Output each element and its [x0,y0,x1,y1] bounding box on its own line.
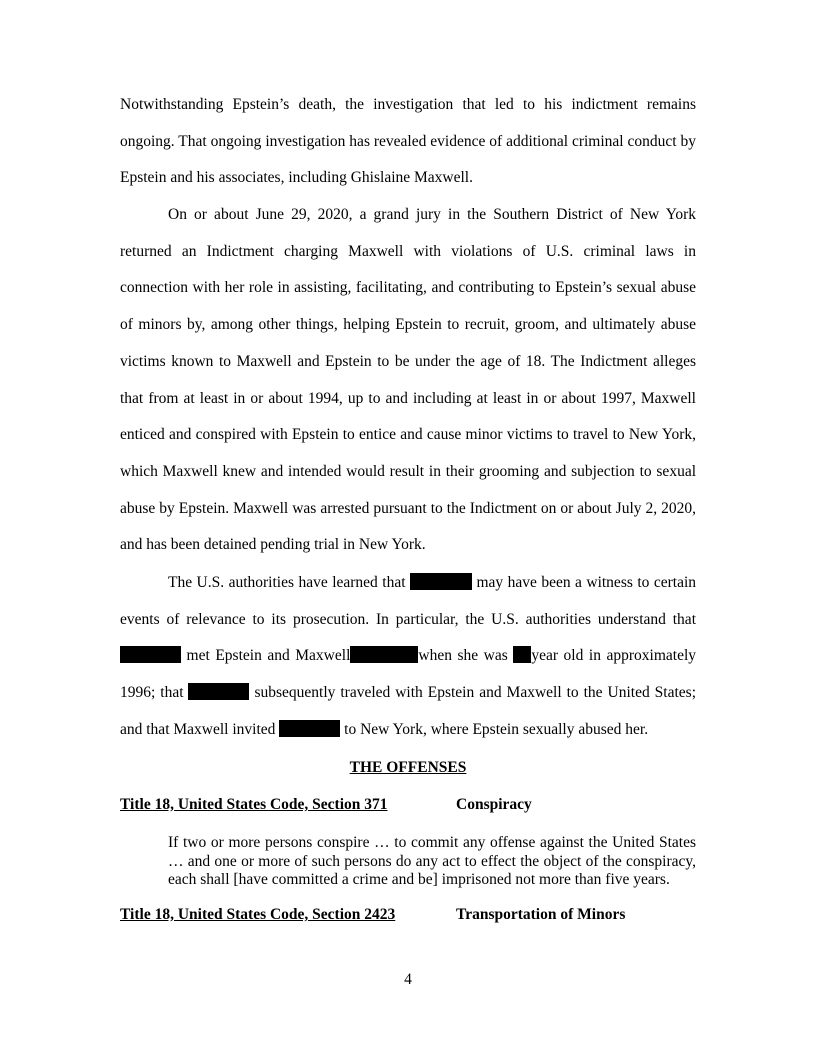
paragraph-investigation: Notwithstanding Epstein’s death, the investigation that led to his indictment remains ongoing. That ongoing investigation has revealed evidence of additional criminal conduct by Epstein and his associates, including Ghislaine Maxwell. [120,96,696,187]
paragraph-segment: may have been a witness to certain events of relevance to its prosecution. In particular, the U.S. authorities understand that [120,574,697,628]
redaction-block [279,720,340,737]
paragraph-segment: when she was [418,647,508,665]
statute-title: Title 18, United States Code, Section 2423 [120,906,396,923]
paragraph-witness [120,565,696,749]
paragraph-segment: subsequently traveled with Epstein and Maxwell to the United States; and that Maxwell invited [120,684,696,738]
page-number: 4 [404,971,412,988]
statute-heading-2423 [120,904,696,926]
paragraph-segment: The U.S. authorities have learned that [168,574,406,591]
statute-heading-371 [120,794,696,816]
redaction-block [513,646,531,663]
statute-title: Title 18, United States Code, Section 371 [120,796,388,813]
redaction-block [350,646,418,663]
offenses-heading: THE OFFENSES [349,759,467,776]
statute-name: Transportation of Minors [456,906,626,923]
paragraph-segment: to New York, where Epstein sexually abused her. [344,720,649,738]
paragraph-segment: year old in approximately 1996; that [120,647,697,702]
paragraph-segment: met Epstein and Maxwell [186,647,351,665]
paragraph-indictment: On or about June 29, 2020, a grand jury in the Southern District of New York returned an Indictment charging Maxwell with violations of U.S. criminal laws in connection with her role in assisting, facilitating, and contributing to Epstein’s sexual abuse of minors by, among other things, helping Epstein to recruit, groom, and ultimately abuse victims known to Maxwell and Epstein to be under the age of 18. The Indictment alleges that from at least in or about 1994, up to and including at least in or about 1997, Maxwell enticed and conspired with Epstein to entice and cause minor victims to travel to New York, which Maxwell knew and intended would result in their grooming and subjection to sexual abuse by Epstein. Maxwell was arrested pursuant to the Indictment on or about July 2, 2020, and has been detained pending trial in New York. [120,206,696,554]
redaction-block [120,646,181,663]
statute-quote-371: If two or more persons conspire … to commit any offense against the United States … and one or more of such persons do any act to effect the object of the conspiracy, each shall [have committed a crime and be] imprisoned not more than five years. [168,834,696,888]
redaction-block [188,683,249,700]
redaction-block [410,573,472,590]
statute-name: Conspiracy [456,796,532,813]
